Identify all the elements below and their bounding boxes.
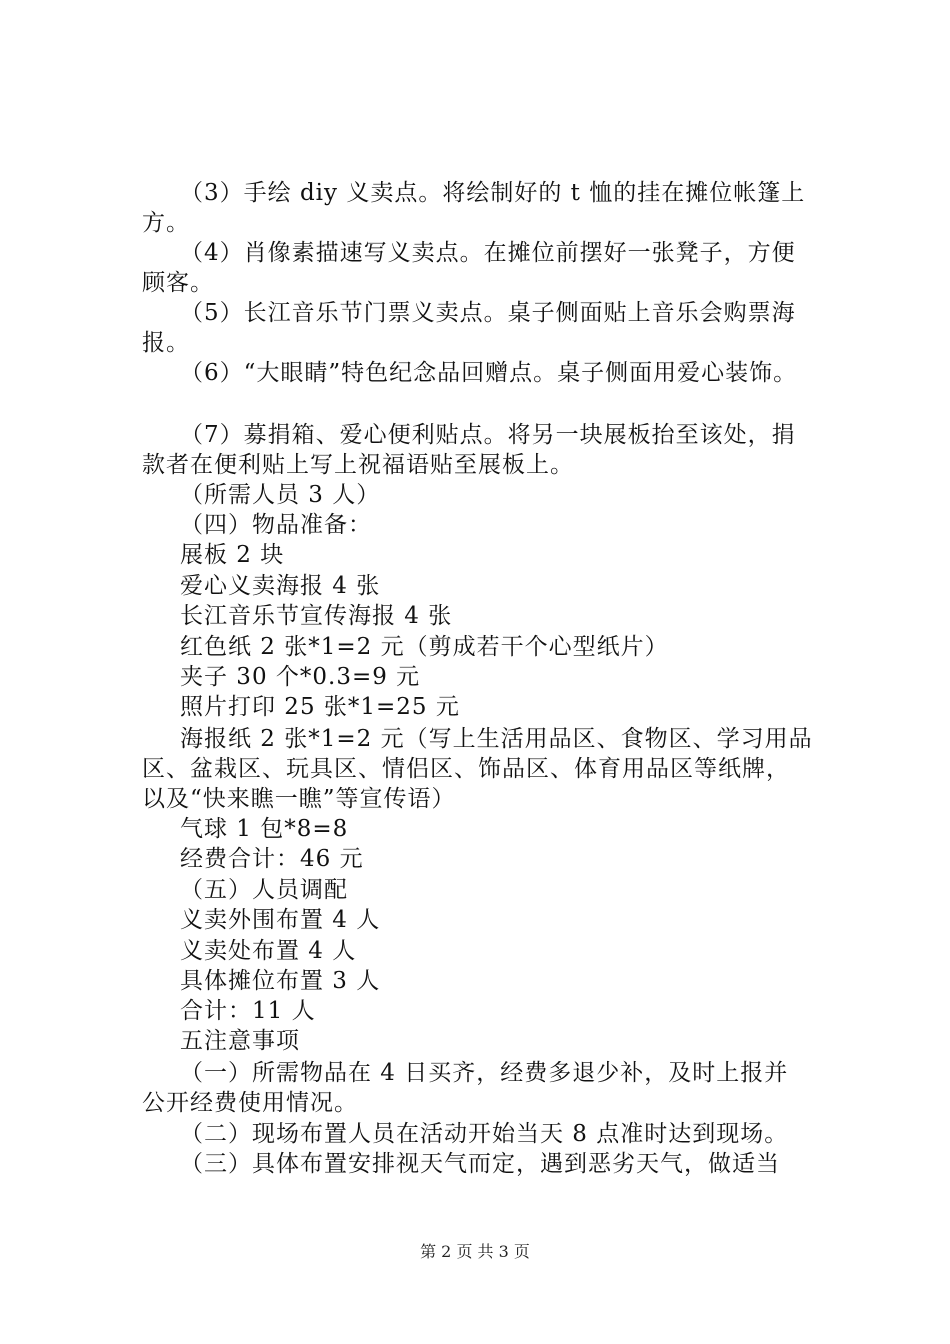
- text-line: （三）具体布置安排视天气而定，遇到恶劣天气，做适当: [180, 1151, 780, 1177]
- text-line: （一）所需物品在 4 日买齐，经费多退少补，及时上报并: [180, 1060, 789, 1086]
- text-line: 义卖处布置 4 人: [180, 938, 357, 964]
- text-line: （二）现场布置人员在活动开始当天 8 点准时达到现场。: [180, 1121, 789, 1147]
- text-line: 款者在便利贴上写上祝福语贴至展板上。: [142, 452, 574, 478]
- text-line: 报。: [142, 330, 190, 356]
- text-line: （6）“大眼睛”特色纪念品回赠点。桌子侧面用爱心装饰。: [180, 360, 798, 386]
- text-line: 以及“快来瞧一瞧”等宣传语）: [142, 786, 456, 812]
- text-line: 海报纸 2 张*1=2 元（写上生活用品区、食物区、学习用品: [180, 726, 813, 752]
- text-line: 义卖外围布置 4 人: [180, 907, 381, 933]
- text-line: 爱心义卖海报 4 张: [180, 573, 381, 599]
- text-line: 红色纸 2 张*1=2 元（剪成若干个心型纸片）: [180, 634, 669, 660]
- text-line: （4）肖像素描速写义卖点。在摊位前摆好一张凳子，方便: [180, 240, 796, 266]
- text-line: 展板 2 块: [180, 542, 285, 568]
- text-line: 公开经费使用情况。: [142, 1090, 358, 1116]
- text-line: 气球 1 包*8=8: [180, 816, 349, 842]
- text-line: 方。: [142, 210, 190, 236]
- text-line: 合计：11 人: [180, 998, 316, 1024]
- page-number-footer: 第 2 页 共 3 页: [420, 1242, 530, 1261]
- section-heading: （五）人员调配: [180, 877, 348, 903]
- text-line: 照片打印 25 张*1=25 元: [180, 694, 460, 720]
- text-line: 顾客。: [142, 270, 214, 296]
- text-line: （所需人员 3 人）: [180, 482, 381, 508]
- text-line: 夹子 30 个*0.3=9 元: [180, 664, 421, 690]
- text-line: （3）手绘 diy 义卖点。将绘制好的 t 恤的挂在摊位帐篷上: [180, 180, 806, 206]
- section-heading: 五注意事项: [180, 1028, 300, 1054]
- section-heading: （四）物品准备：: [180, 512, 372, 538]
- text-line: 区、盆栽区、玩具区、情侣区、饰品区、体育用品区等纸牌，: [142, 756, 790, 782]
- text-line: 具体摊位布置 3 人: [180, 968, 381, 994]
- text-line: （7）募捐箱、爱心便利贴点。将另一块展板抬至该处，捐: [180, 422, 796, 448]
- text-line: 经费合计：46 元: [180, 846, 364, 872]
- text-line: （5）长江音乐节门票义卖点。桌子侧面贴上音乐会购票海: [180, 300, 796, 326]
- text-line: 长江音乐节宣传海报 4 张: [180, 603, 453, 629]
